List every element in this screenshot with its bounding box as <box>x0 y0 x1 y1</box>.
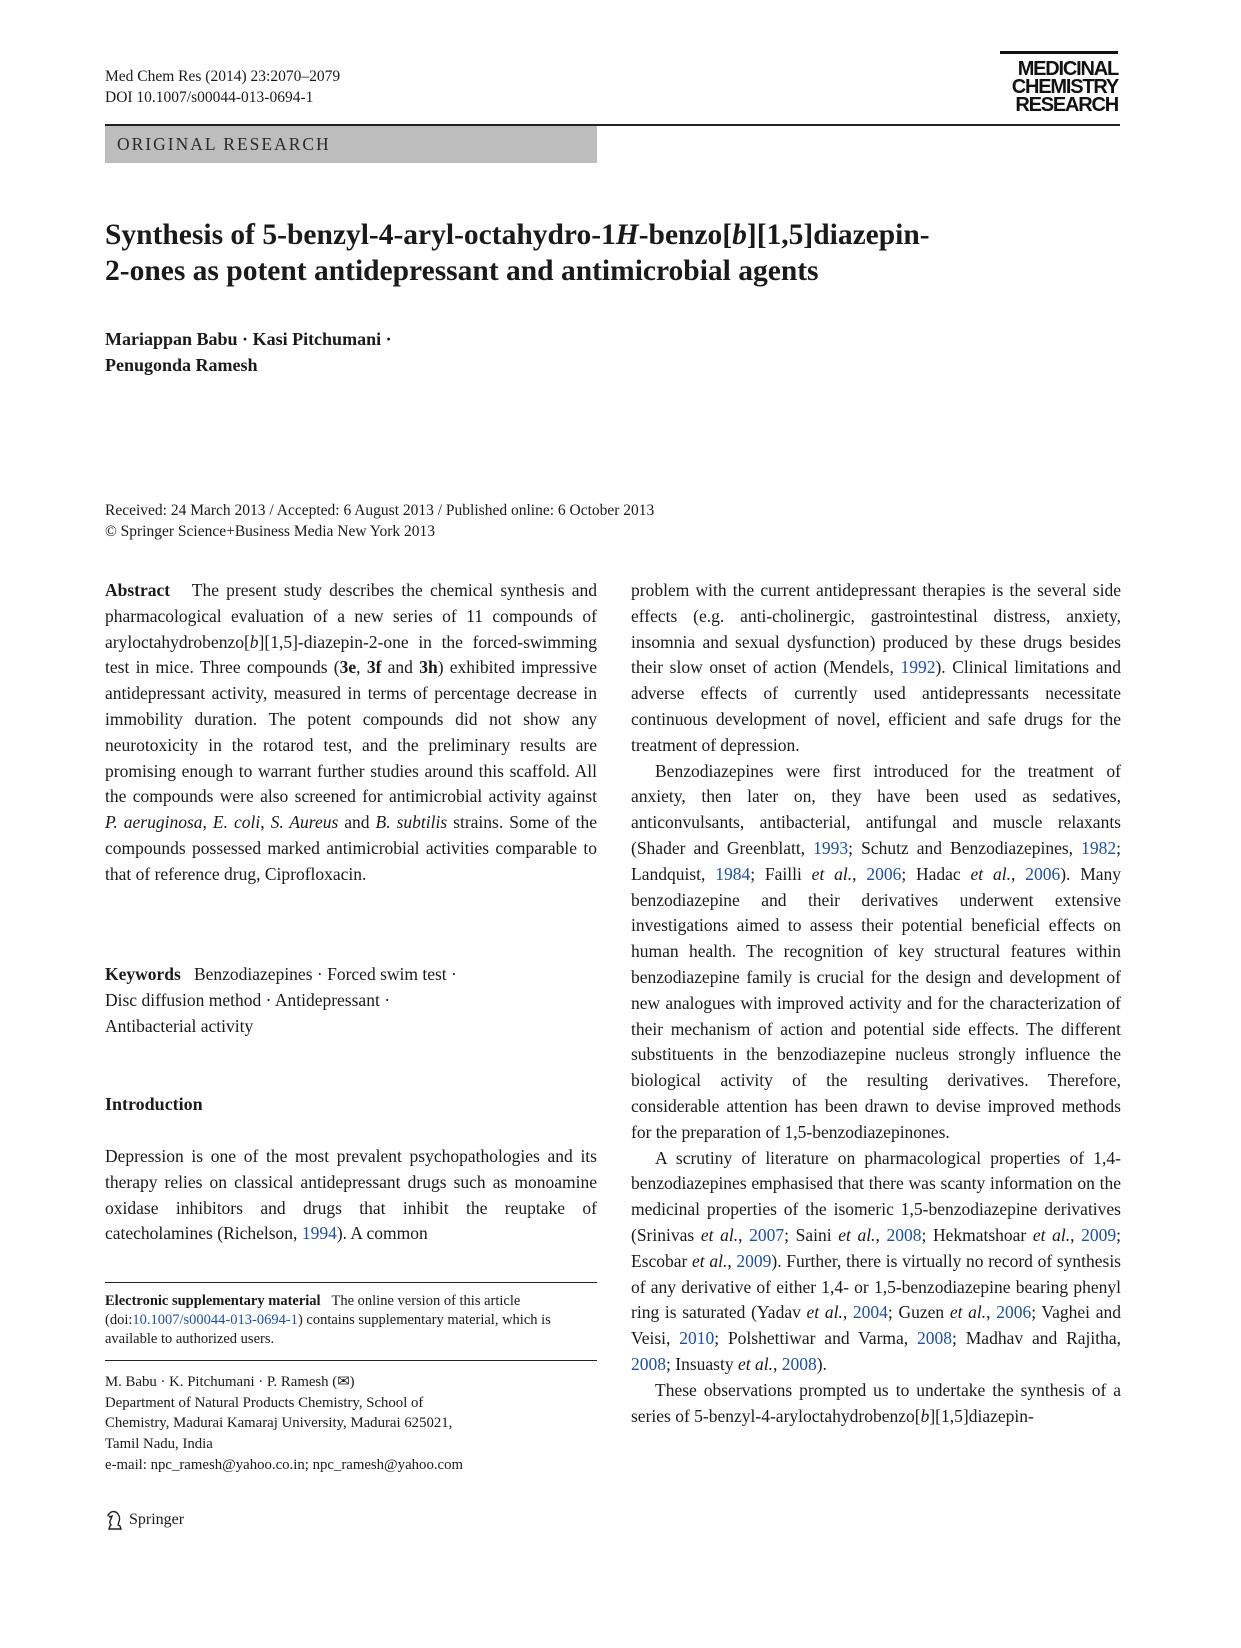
keywords <box>105 962 597 1039</box>
body-text: Benzodiazepines were first introduced for the treatment of anxiety, then later on, they have been used as sedatives, anticonvulsants, antibacterial, antifungal and muscle relaxants (Shader and Greenblatt, <box>631 760 1121 858</box>
body-text: , <box>852 863 867 884</box>
body-text: , <box>875 1224 887 1245</box>
introduction-heading: Introduction <box>105 1094 203 1114</box>
et-al: et al. <box>1032 1224 1071 1245</box>
title-line-2: 2-ones as potent antidepressant and antimicrobial agents <box>105 255 819 287</box>
abstract-text: , <box>202 812 213 833</box>
body-text: ; Saini <box>784 1224 839 1245</box>
abstract-text: and <box>338 812 376 833</box>
body-text: ; Vaghei and Veisi, <box>631 1302 1121 1349</box>
section-label: ORIGINAL RESEARCH <box>117 134 331 154</box>
citation-link[interactable]: 1984 <box>715 863 751 884</box>
citation-link[interactable]: 2008 <box>781 1353 817 1374</box>
article-doi: DOI 10.1007/s00044-013-0694-1 <box>105 89 314 106</box>
body-text: ). Many benzodiazepine and their derivatives underwent extensive investigations aimed to assess their potential beneficial effects on human health. The recognition of key structural features within benzodiazepine family is crucial for the design and development of new analogues with improved activity and for the characterization of their mechanism of action and potential side effects. The different substituents in the benzodiazepine nucleus strongly influence the biological activity of the resulting derivatives. Therefore, considerable attention has been drawn to devise improved methods for the preparation of 1,5-benzodiazepinones. <box>631 863 1122 1142</box>
citation-link[interactable]: 2004 <box>852 1302 888 1323</box>
body-text: ; Polshettiwar and Varma, <box>714 1328 918 1349</box>
affiliation-line: Tamil Nadu, India <box>105 1436 213 1453</box>
logo-line-3: RESEARCH <box>1015 94 1118 116</box>
received-accepted-line: Received: 24 March 2013 / Accepted: 6 August 2013 / Published online: 6 October 2013 <box>105 502 655 519</box>
et-al: et al. <box>737 1353 773 1374</box>
keyword-separator: · <box>446 964 457 984</box>
keyword: Disc diffusion method <box>105 989 262 1010</box>
author-list: Mariappan Babu · Kasi Pitchumani · Penugonda Ramesh <box>105 329 392 375</box>
body-text: ; Schutz and Benzodiazepines, <box>848 837 1082 858</box>
esm-doi-link[interactable]: 10.1007/s00044-013-0694-1 <box>132 1312 298 1328</box>
compound-label: 3e <box>339 657 357 678</box>
citation-link[interactable]: 1994 <box>301 1223 337 1244</box>
citation-link[interactable]: 1982 <box>1081 837 1117 858</box>
abstract-text: , <box>260 812 271 833</box>
abstract-text: strains. Some of the compounds possessed marked antimicrobial activities comparable to that of reference drug, Ciprofloxacin. <box>105 812 597 884</box>
citation-link[interactable]: 2008 <box>631 1353 666 1374</box>
article-title <box>105 217 1125 289</box>
abstract-text: ) exhibited impressive antidepressant activity, measured in terms of percentage decrease in immobility duration. The potent compounds did not show any neurotoxicity in the rotarod test, and the preliminary results are promising enough to warrant further studies around this scaffold. All the compounds were also screened for antimicrobial activity against <box>105 657 597 807</box>
body-text: ; Failli <box>750 863 812 884</box>
body-text: ; Insuasty <box>666 1353 738 1374</box>
abstract-text: ][1,5]-diazepin-2-one in the forced-swimming test in mice. Three compounds ( <box>105 631 597 678</box>
keyword: Benzodiazepines <box>193 964 313 984</box>
body-text: ; Escobar <box>631 1224 1122 1271</box>
et-al: et al. <box>838 1224 876 1245</box>
esm-heading: Electronic supplementary material <box>105 1293 321 1309</box>
citation-link[interactable]: 2006 <box>1025 863 1061 884</box>
citation-link[interactable]: 2008 <box>917 1328 953 1349</box>
esm-text: ) contains supplementary material, which is available to authorized users. <box>105 1312 551 1347</box>
abstract-text: and <box>381 657 420 678</box>
footnote-rule <box>105 1360 597 1361</box>
publisher-footer <box>105 1509 184 1531</box>
et-al: et al. <box>700 1224 739 1245</box>
organism-name: B. subtilis <box>375 812 448 833</box>
body-text: problem with the current antidepressant therapies is the several side effects (e.g. anti-cholinergic, gastrointestinal distress, anxiety, insomnia and sexual dysfunction) produced by these drugs besides their slow onset of action (Mendels, <box>631 580 1121 678</box>
body-text: , <box>738 1224 750 1245</box>
journal-reference <box>105 66 340 108</box>
citation-link[interactable]: 1992 <box>900 657 936 678</box>
body-text: , <box>727 1250 737 1271</box>
body-text: , <box>1010 863 1026 884</box>
body-text: ][1,5]diazepin- <box>929 1405 1034 1426</box>
body-text: ; Hadac <box>901 863 971 884</box>
citation-link[interactable]: 2009 <box>1081 1224 1117 1245</box>
copyright-line: © Springer Science+Business Media New York 2013 <box>105 523 436 540</box>
citation-link[interactable]: 1993 <box>813 837 849 858</box>
author-name: Penugonda Ramesh <box>105 355 258 375</box>
keyword: Forced swim test <box>327 964 447 984</box>
citation-link[interactable]: 2006 <box>996 1302 1032 1323</box>
citation-link[interactable]: 2007 <box>749 1224 785 1245</box>
body-text: ; Landquist, <box>631 837 1121 884</box>
citation-link[interactable]: 2009 <box>736 1250 772 1271</box>
body-text: A scrutiny of literature on pharmacological properties of 1,4-benzodiazepines emphasised that there was scanty information on the medicinal properties of the isomeric 1,5-benzodiazepine derivatives (Srinivas <box>631 1147 1121 1245</box>
body-text: ). Clinical limitations and adverse effects of currently used antidepressants necessitate continuous development of novel, efficient and safe drugs for the treatment of depression. <box>631 657 1121 755</box>
intro-text: ). A common <box>336 1223 428 1244</box>
keyword-separator: · <box>312 964 328 984</box>
body-text: ; Guzen <box>887 1302 950 1323</box>
body-text: , <box>842 1302 853 1323</box>
body-text: , <box>1070 1224 1082 1245</box>
introduction-text <box>105 1144 597 1247</box>
body-italic: b <box>920 1405 930 1426</box>
keyword: Antidepressant <box>274 989 380 1010</box>
journal-citation: Med Chem Res (2014) 23:2070–2079 <box>105 68 341 85</box>
intro-text: Depression is one of the most prevalent psychopathologies and its therapy relies on classical antidepressant drugs such as monoamine oxidase inhibitors and drugs that inhibit the reuptake of catecholamines (Richelson, <box>105 1146 597 1244</box>
logo-line-2: CHEMISTRY <box>1011 76 1118 98</box>
springer-knight-icon <box>105 1509 125 1531</box>
keyword-separator: · <box>261 989 275 1010</box>
et-al: et al. <box>970 863 1011 884</box>
body-text: These observations prompted us to undertake the synthesis of a series of 5-benzyl-4-aryloctahydrobenzo[ <box>631 1379 1121 1426</box>
organism-name: P. aeruginosa <box>105 812 203 833</box>
keywords-heading: Keywords <box>105 964 181 984</box>
et-al: et al. <box>811 863 853 884</box>
et-al: et al. <box>949 1302 987 1323</box>
et-al: et al. <box>806 1302 843 1323</box>
title-part: Synthesis of 5-benzyl-4-aryl-octahydro-1 <box>105 219 616 251</box>
publication-dates <box>105 500 654 542</box>
title-part: ][1,5]diazepin- <box>746 219 930 251</box>
body-text: ; Madhav and Rajitha, <box>952 1328 1121 1349</box>
logo-bar <box>1000 51 1118 54</box>
citation-link[interactable]: 2010 <box>679 1328 715 1349</box>
abstract-heading: Abstract <box>105 580 171 600</box>
affiliation-line: Department of Natural Products Chemistry, School of <box>105 1394 424 1411</box>
affiliation-names: M. Babu · K. Pitchumani · P. Ramesh (✉) <box>105 1374 355 1390</box>
et-al: et al. <box>692 1250 728 1271</box>
title-italic: H <box>615 219 639 251</box>
right-column <box>631 578 1121 1429</box>
affiliation-line: Chemistry, Madurai Kamaraj University, Madurai 625021, <box>105 1415 453 1432</box>
body-text: ). <box>816 1353 827 1374</box>
title-italic: b <box>732 219 747 251</box>
section-band <box>105 126 597 163</box>
author-name: Mariappan Babu <box>105 329 238 349</box>
compound-label: 3f <box>366 657 382 678</box>
supplementary-note <box>105 1292 597 1349</box>
contact-email: e-mail: npc_ramesh@yahoo.co.in; npc_ramesh@yahoo.com <box>105 1456 464 1473</box>
body-text: , <box>986 1302 997 1323</box>
journal-logo <box>1000 51 1118 114</box>
publisher-name: Springer <box>129 1511 185 1528</box>
compound-label: 3h <box>419 657 438 678</box>
body-text: ; Hekmatshoar <box>921 1224 1033 1245</box>
abstract-text: The present study describes the chemical synthesis and pharmacological evaluation of a new series of 11 compounds of aryloctahydrobenzo[ <box>105 580 597 652</box>
citation-link[interactable]: 2006 <box>866 863 902 884</box>
abstract-italic: b <box>249 631 259 652</box>
organism-name: S. Aureus <box>270 812 339 833</box>
organism-name: E. coli <box>212 812 261 833</box>
esm-text: The online version of this article (doi: <box>105 1293 521 1328</box>
logo-line-1: MEDICINAL <box>1017 58 1118 80</box>
footnote-rule <box>105 1282 597 1283</box>
keyword-separator: · <box>379 989 391 1010</box>
abstract-text: , <box>356 657 367 678</box>
title-part: -benzo[ <box>638 219 733 251</box>
author-name: Kasi Pitchumani <box>252 329 382 349</box>
abstract <box>105 578 597 888</box>
citation-link[interactable]: 2008 <box>886 1224 922 1245</box>
affiliation <box>105 1372 597 1476</box>
keyword: Antibacterial activity <box>105 1015 254 1036</box>
body-text: ). Further, there is virtually no record of synthesis of any derivative of either 1,4- or 1,5-benzodiazepine bearing phenyl ring is saturated (Yadav <box>631 1250 1121 1323</box>
body-text: , <box>772 1353 782 1374</box>
